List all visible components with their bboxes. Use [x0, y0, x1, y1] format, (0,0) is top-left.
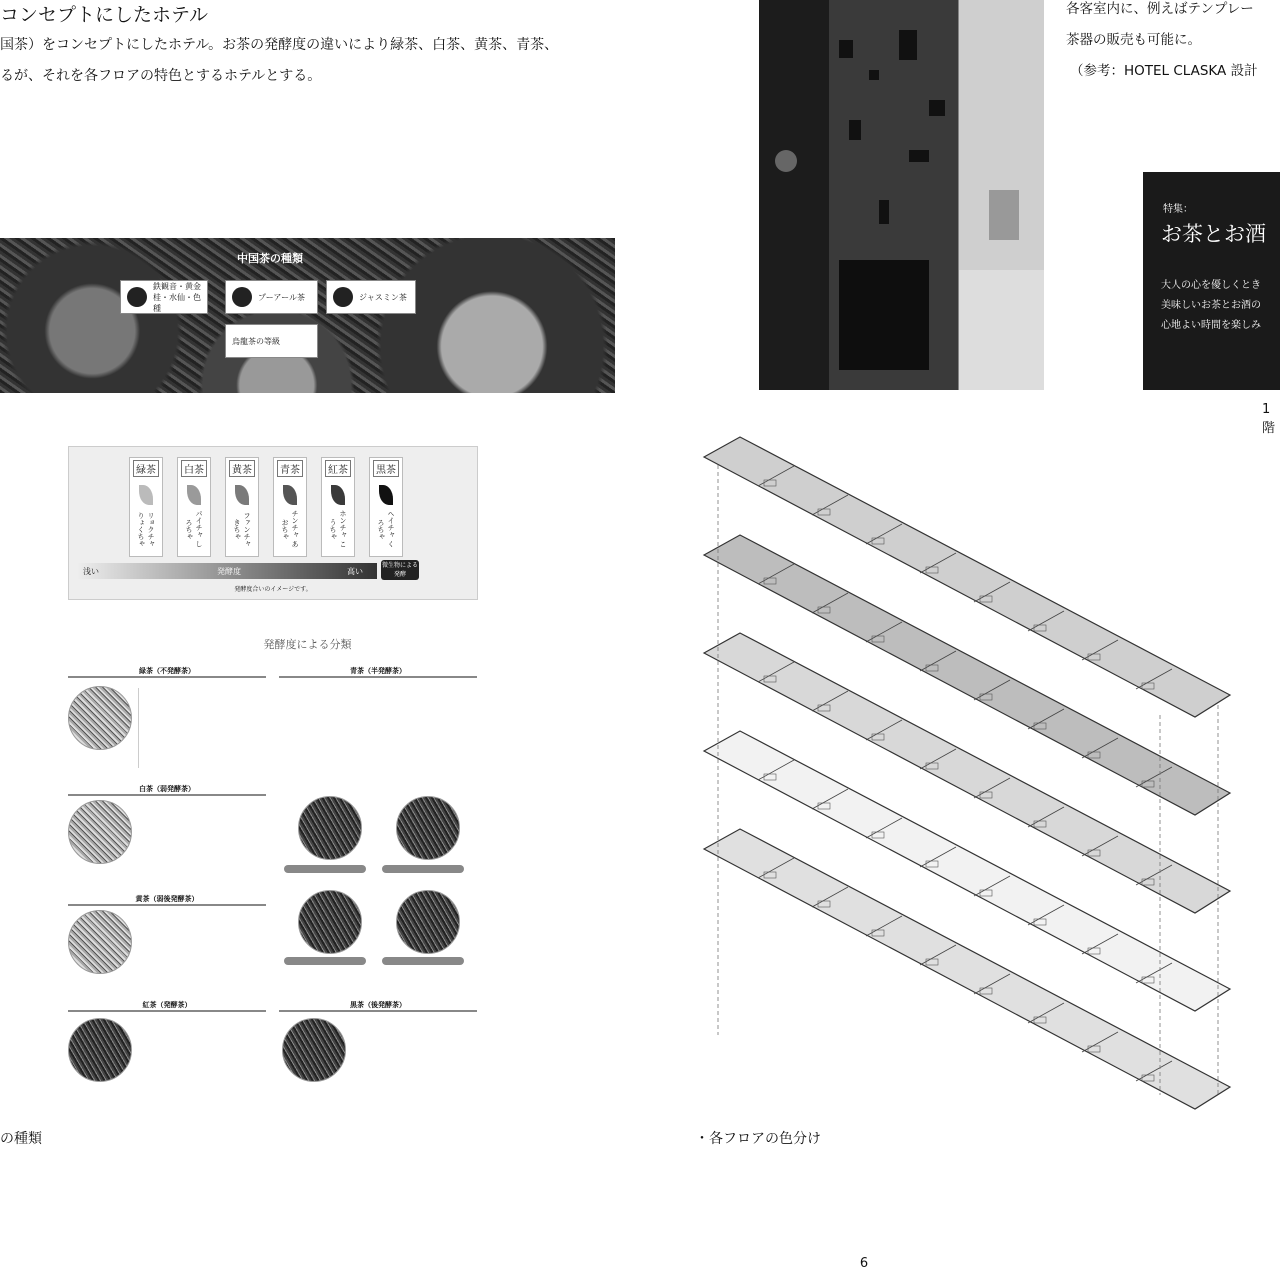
black-tea-photo	[68, 1018, 132, 1082]
right-text-line-2: 茶器の販売も可能に。	[1066, 32, 1201, 48]
category-black: 紅茶（発酵茶）	[68, 1000, 266, 1012]
tea-box-puer	[225, 280, 318, 314]
ferm-tea-name: 紅茶	[325, 460, 351, 477]
tea-leaf-icon	[331, 485, 345, 505]
ferm-tea-reading: ヘイチャ くろちゃ	[377, 510, 395, 548]
tea-leaf-icon	[187, 485, 201, 505]
right-text-line-1: 各客室内に、例えばテンプレー	[1066, 1, 1254, 17]
floor-label: 1階	[1262, 402, 1276, 436]
oolong-pill-4	[382, 957, 464, 965]
page-number: 6	[859, 1256, 869, 1271]
tea-leaf-icon	[379, 485, 393, 505]
ferm-tea-name: 黄茶	[229, 460, 255, 477]
fermentation-bar	[77, 563, 377, 579]
tea-leaf-icon	[333, 287, 353, 307]
oolong-tea-text	[280, 688, 420, 768]
ferm-tea-reading: ファンチャ きちゃ	[233, 511, 251, 547]
feature-body-line-2: 美味しいお茶とお酒の	[1161, 300, 1261, 311]
feature-panel	[1143, 172, 1280, 390]
oolong-pill-3	[284, 957, 366, 965]
feature-label: 特集：	[1163, 204, 1193, 215]
ferm-tea-column	[177, 457, 211, 557]
intro-line-1: 国茶）をコンセプトにしたホテル。お茶の発酵度の違いにより緑茶、白茶、黄茶、青茶、	[0, 37, 559, 53]
green-tea-text	[138, 688, 279, 768]
ferm-tea-name: 白茶	[181, 460, 207, 477]
hotel-room-photo	[759, 0, 1044, 390]
fermentation-diagram	[68, 446, 478, 600]
tea-leaf-icon	[235, 485, 249, 505]
feature-title: お茶とお酒	[1161, 222, 1266, 246]
ferm-mid-label: 発酵度	[217, 567, 241, 576]
tea-leaf-icon	[139, 485, 153, 505]
ferm-tea-column	[129, 457, 163, 557]
intro-line-2: るが、それを各フロアの特色とするホテルとする。	[0, 68, 322, 84]
exploded-floor-diagram	[690, 395, 1250, 1135]
ferm-tea-reading: パイチャ しろちゃ	[185, 510, 203, 548]
tea-leaf-icon	[283, 485, 297, 505]
tea-types-title: 中国茶の種類	[237, 252, 303, 265]
ferm-high-label: 高い	[347, 567, 363, 576]
section-heading: コンセプトにしたホテル	[0, 4, 209, 26]
tea-description-text	[66, 410, 476, 421]
ferm-tea-column	[321, 457, 355, 557]
oolong-photo-3	[298, 890, 362, 954]
ferm-tea-reading: ホンチャ こうちゃ	[329, 510, 347, 548]
category-yellow: 黄茶（弱後発酵茶）	[68, 894, 266, 906]
tea-leaf-icon	[232, 287, 252, 307]
ferm-tea-reading: チンチャ あおちゃ	[281, 510, 299, 548]
category-white: 白茶（弱発酵茶）	[68, 784, 266, 796]
category-oolong: 青茶（半発酵茶）	[279, 666, 477, 678]
oolong-photo-1	[298, 796, 362, 860]
ferm-tea-column	[273, 457, 307, 557]
ferm-low-label: 浅い	[83, 567, 99, 576]
feature-body-line-3: 心地よい時間を楽しみ	[1161, 320, 1261, 331]
oolong-photo-4	[396, 890, 460, 954]
ferm-tea-reading: リョクチャ りょくちゃ	[137, 511, 155, 547]
right-caption: ・各フロアの色分け	[695, 1131, 821, 1147]
ferm-tea-name: 緑茶	[133, 460, 159, 477]
feature-body-line-1: 大人の心を優しくとき	[1161, 280, 1261, 291]
left-caption: の種類	[0, 1131, 42, 1147]
ferm-tea-name: 黒茶	[373, 460, 399, 477]
feature-body	[1161, 276, 1261, 336]
oolong-photo-2	[396, 796, 460, 860]
ferm-tea-name: 青茶	[277, 460, 303, 477]
microbe-tag: 微生物による発酵	[381, 562, 418, 578]
ferm-tea-column	[225, 457, 259, 557]
dark-tea-photo	[282, 1018, 346, 1082]
tea-box-label: 烏龍茶の等級	[232, 336, 280, 346]
tea-box-label: プーアール茶	[258, 292, 305, 302]
tea-box-jasmine	[326, 280, 416, 314]
oolong-pill-1	[284, 865, 366, 873]
category-dark: 黒茶（後発酵茶）	[279, 1000, 477, 1012]
ferm-caption: 発酵度合いのイメージです。	[234, 586, 312, 593]
right-text-line-3: （参考：HOTEL CLASKA 設計	[1070, 63, 1258, 79]
tea-box-oolong-grade	[225, 324, 318, 358]
green-tea-photo	[68, 686, 132, 750]
tea-leaf-icon	[127, 287, 147, 307]
white-tea-photo	[68, 800, 132, 864]
tea-types-image	[0, 238, 615, 393]
category-green: 緑茶（不発酵茶）	[68, 666, 266, 678]
tea-box-tieguanyin	[120, 280, 208, 314]
tea-box-label: ジャスミン茶	[359, 292, 407, 302]
classification-title: 発酵度による分類	[263, 638, 352, 651]
ferm-tea-column	[369, 457, 403, 557]
tea-box-label: 鉄観音・黄金桂・水仙・色種	[153, 281, 201, 313]
yellow-tea-photo	[68, 910, 132, 974]
oolong-pill-2	[382, 865, 464, 873]
